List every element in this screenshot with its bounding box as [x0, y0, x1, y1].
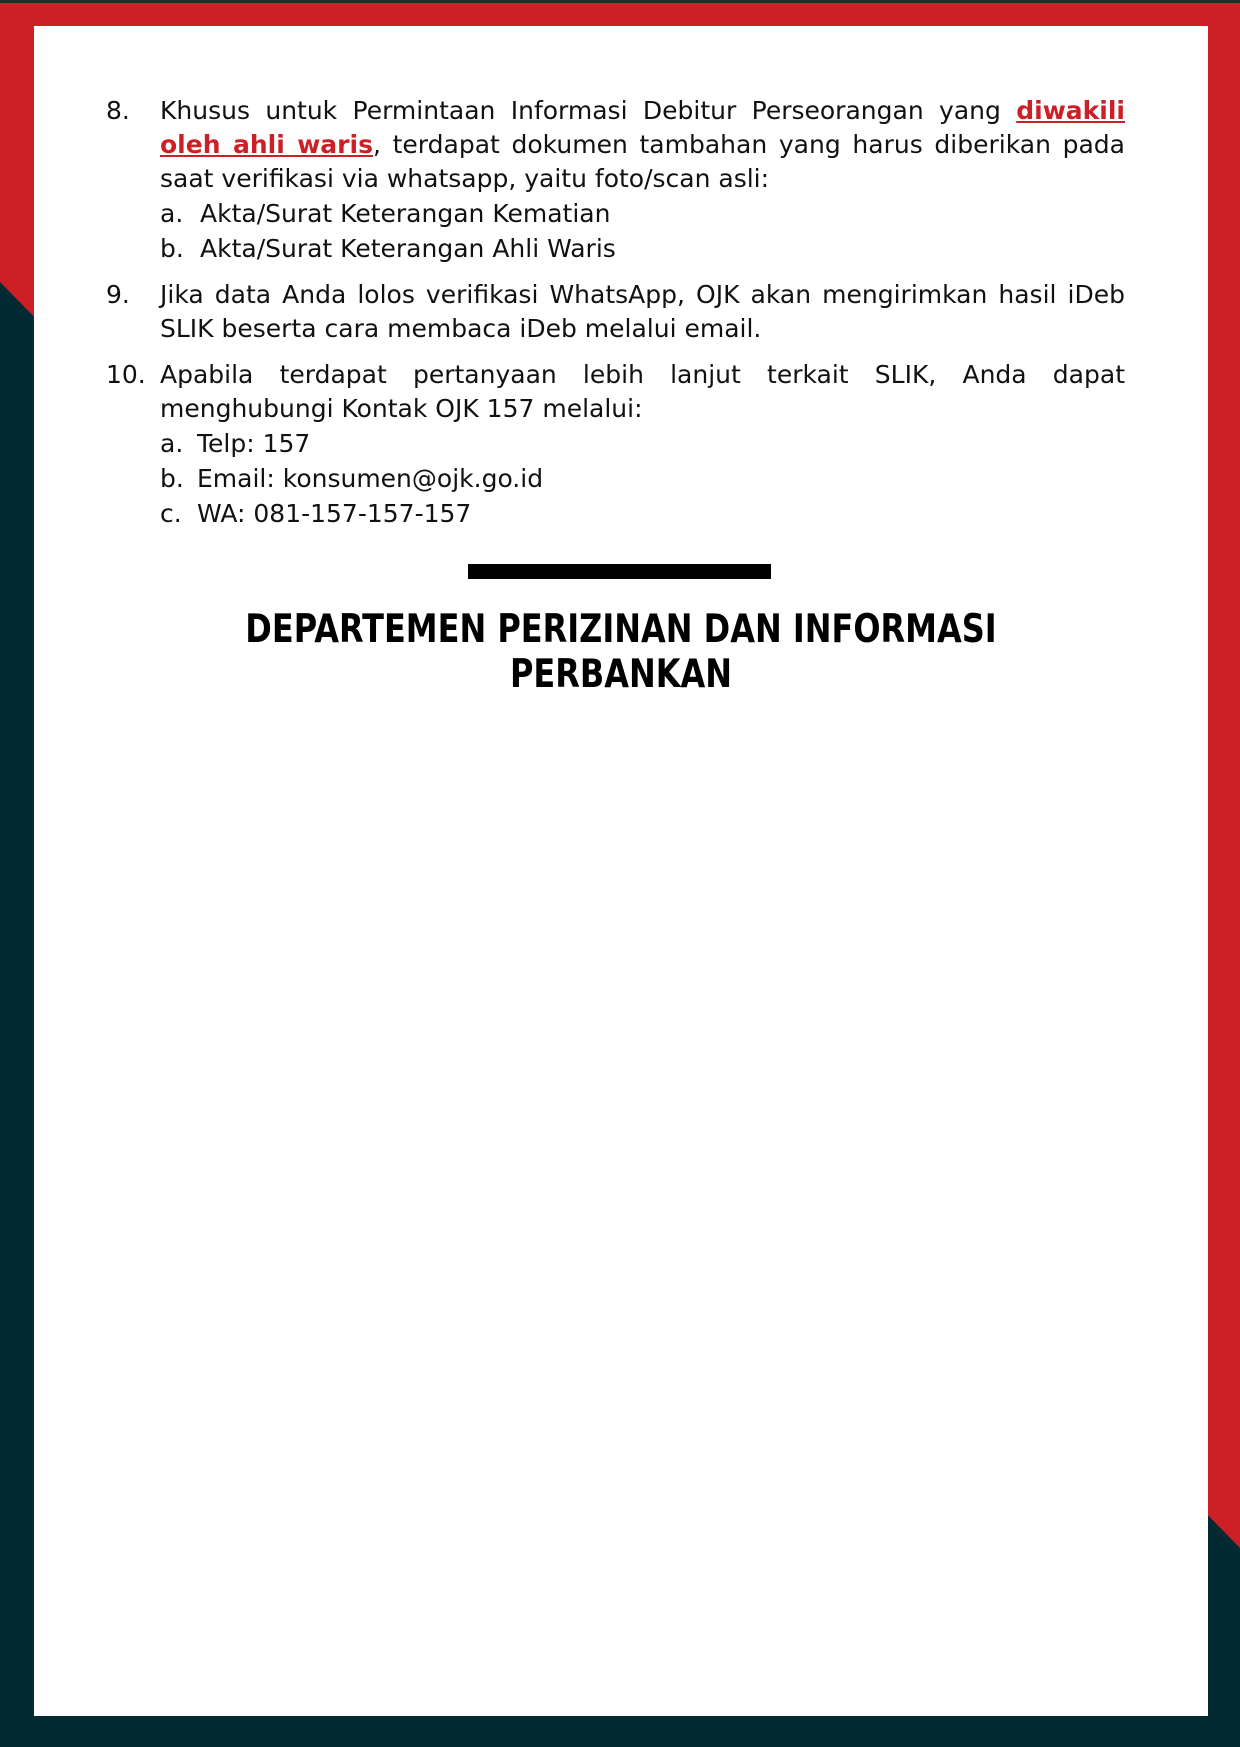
divider-bar — [468, 564, 771, 579]
sub-item — [160, 427, 1125, 461]
list-number: 9. — [106, 280, 130, 309]
text-segment: Khusus untuk Permintaan Informasi Debitur Perseorangan yang — [160, 96, 1017, 125]
list-item-text: Jika data Anda lolos verifikasi WhatsApp, OJK akan mengirimkan hasil iDeb SLIK beserta cara membaca iDeb melalui email. — [160, 280, 1125, 343]
sub-item-text: Telp: 157 — [197, 429, 311, 458]
sub-item-letter: a. — [160, 429, 184, 458]
list-number: 10. — [106, 360, 146, 389]
sub-item-letter: b. — [160, 464, 184, 493]
sub-item — [160, 197, 1125, 231]
list-item-9 — [106, 278, 1125, 346]
sub-item — [160, 497, 1125, 531]
sub-item-text: Akta/Surat Keterangan Ahli Waris — [200, 234, 616, 263]
sub-item — [160, 462, 1125, 496]
sub-item-text: Akta/Surat Keterangan Kematian — [200, 199, 611, 228]
sub-item-letter: b. — [160, 234, 184, 263]
sub-item-letter: a. — [160, 199, 184, 228]
sub-item-text: WA: 081-157-157-157 — [197, 499, 472, 528]
list-number: 8. — [106, 96, 130, 125]
instruction-list — [106, 94, 1125, 543]
list-item-text: Apabila terdapat pertanyaan lebih lanjut terkait SLIK, Anda dapat menghubungi Kontak OJK 157 melalui: — [160, 360, 1125, 423]
department-title: DEPARTEMEN PERIZINAN DAN INFORMASI PERBANKAN — [245, 607, 997, 697]
highlight-text: diwakili oleh ahli waris — [160, 96, 1125, 159]
list-item-10 — [106, 358, 1125, 531]
list-item-8 — [106, 94, 1125, 266]
text-segment: , terdapat dokumen tambahan yang harus diberikan pada saat verifikasi via whatsapp, yaitu foto/scan asli: — [160, 130, 1125, 193]
list-item-text — [160, 94, 1125, 196]
frame-top-edge — [0, 0, 1240, 3]
sub-item-letter: c. — [160, 499, 182, 528]
sub-item-text: Email: konsumen@ojk.go.id — [197, 464, 544, 493]
sub-item — [160, 232, 1125, 266]
